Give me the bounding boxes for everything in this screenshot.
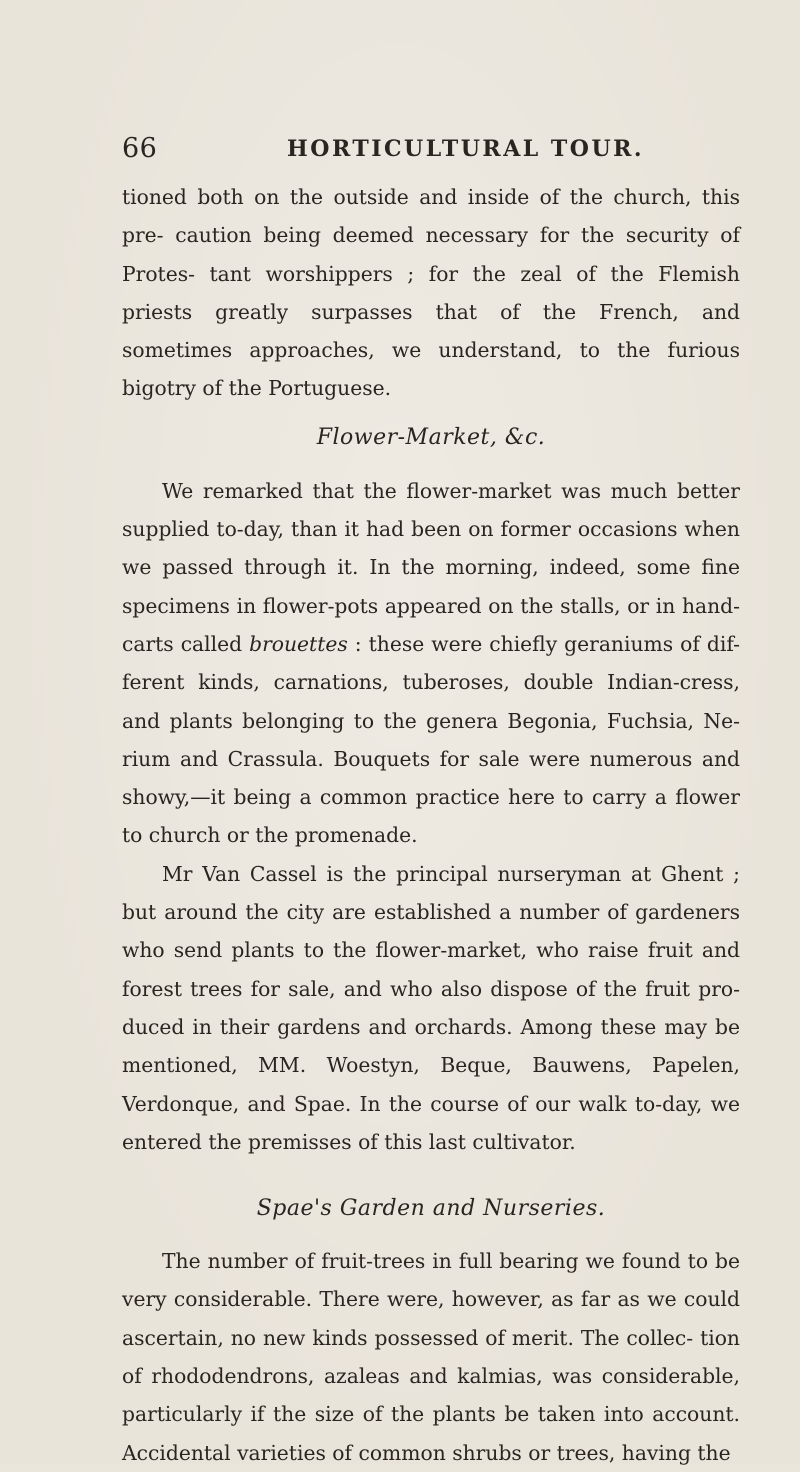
paragraph-text: : these were chiefly geraniums of dif- ferent kinds, carnations, tuberoses, double Indian-cress, and plants belonging to the genera Begonia, Fuchsia, Ne- rium and Crassula. Bouquets for sale were numerous and showy,—it being a common practice here to carry a flower to church or the promenade. [122,631,740,848]
page-body [122,178,740,1472]
paragraph-text: We remarked that the flower-market was much better supplied to-day, than it had been on former occasions when we passed through it. In the morning, indeed, some fine specimens in flower-pots appeared on the stalls, or in hand- carts called [122,478,740,656]
section-heading-flower-market: Flower-Market, &c. [316,424,546,450]
section-heading-spae-garden: Spae's Garden and Nurseries. [256,1196,606,1222]
running-head: HORTICULTURAL TOUR. [287,136,645,162]
paragraph-flower-market [122,472,740,855]
paragraph-nurserymen: Mr Van Cassel is the principal nurseryman at Ghent ; but around the city are established a number of gardeners who send plants to the flower-market, who raise fruit and forest trees for sale, and who also dispose of the fruit pro- duced in their gardens and orchards. Among these may be mentioned, MM. Woestyn, Beque, Bauwens, Papelen, Verdonque, and Spae. In the course of our walk to-day, we entered the premisses of this last cultivator. [122,861,740,1154]
paragraph-continuation: tioned both on the outside and inside of the church, this pre- caution being deemed necessary for the security of Protes- tant worshippers ; for the zeal of the Flemish priests greatly surpasses that of the French, and sometimes approaches, we understand, to the furious bigotry of the Portuguese. [122,185,740,401]
page-header [122,133,740,173]
italic-term-brouettes: brouettes [249,631,348,656]
page-number: 66 [122,133,158,164]
paragraph-spae-garden: The number of fruit-trees in full bearing we found to be very considerable. There were, however, as far as we could ascertain, no new kinds possessed of merit. The collec- tion of rhododendrons, azaleas and kalmias, was considerable, particularly if the size of the plants be taken into account. Accidental varieties of common shrubs or trees, having the [122,1249,740,1465]
